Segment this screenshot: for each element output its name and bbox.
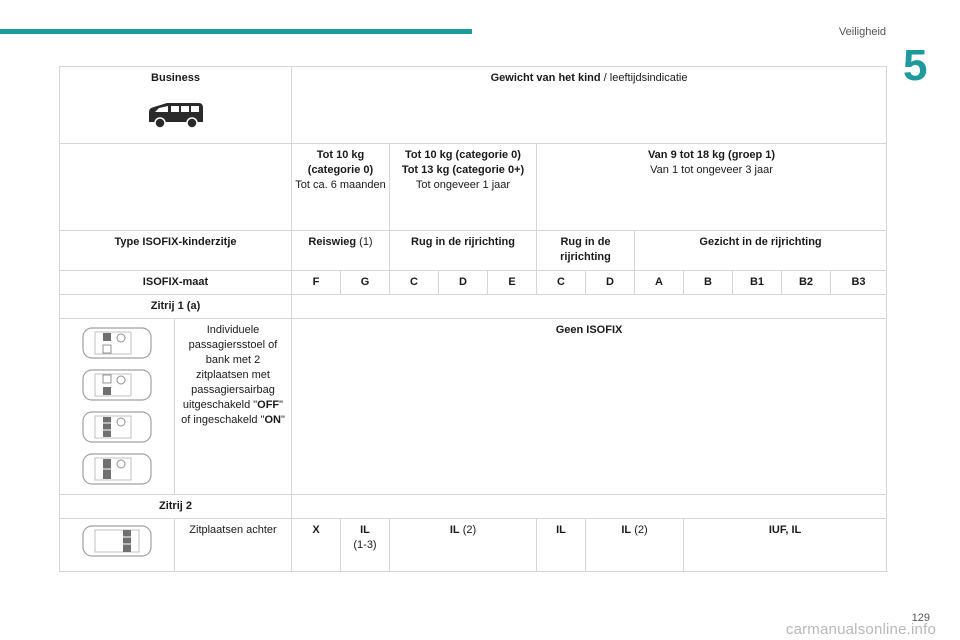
table-row xyxy=(60,144,887,231)
row-2-label: Zitrij 2 xyxy=(60,495,292,519)
group-0plus-cell xyxy=(390,144,537,231)
weight-title: Gewicht van het kind xyxy=(490,72,601,84)
table-row xyxy=(60,319,887,495)
cot-note: (1) xyxy=(356,236,373,248)
row-1-label: Zitrij 1 (a) xyxy=(60,295,292,319)
isofix-table xyxy=(59,66,887,572)
group-0-weight-b: Tot 10 kg (categorie 0) xyxy=(405,149,521,161)
size-cell: G xyxy=(341,271,390,295)
row-2-value xyxy=(341,519,390,572)
row-2-value xyxy=(390,519,537,572)
size-cell: C xyxy=(390,271,439,295)
group-1-weight: Van 9 tot 18 kg (groep 1) xyxy=(647,149,776,161)
car-topview-icon xyxy=(81,451,153,487)
off-label: OFF xyxy=(257,399,280,411)
car-topview-icon xyxy=(81,523,153,559)
row-1-desc-text: Individuele passagiersstoel of bank met 2 zitplaatsen met passagiersairbag uitgeschakeld " xyxy=(182,324,278,411)
table-row xyxy=(60,295,887,319)
row-2-description: Zitplaatsen achter xyxy=(175,519,292,572)
no-isofix-value: Geen ISOFIX xyxy=(292,319,887,495)
table-row xyxy=(60,495,887,519)
row-2-value-main: IL xyxy=(360,524,370,536)
group-1-cell xyxy=(537,144,887,231)
empty-cell xyxy=(292,495,887,519)
cot-label: Reiswieg xyxy=(308,236,357,248)
row-1-description xyxy=(175,319,292,495)
version-cell xyxy=(60,67,292,144)
size-cell: B xyxy=(684,271,733,295)
watermark: carmanualsonline.info xyxy=(785,621,936,638)
on-label: ON xyxy=(264,414,281,426)
header-accent-bar xyxy=(0,29,472,34)
forward-facing: Gezicht in de rijrichting xyxy=(635,231,887,271)
row-2-value-note: (2) xyxy=(459,524,477,536)
row-2-value-main: IL xyxy=(621,524,632,536)
row-1-diagrams xyxy=(60,319,175,495)
row-2-value-main: IL xyxy=(449,524,460,536)
size-cell: A xyxy=(635,271,684,295)
van-icon xyxy=(145,100,207,130)
size-cell: B1 xyxy=(733,271,782,295)
rear-facing-1: Rug in de rijrichting xyxy=(390,231,537,271)
size-cell: E xyxy=(488,271,537,295)
size-cell: D xyxy=(586,271,635,295)
empty-cell xyxy=(60,144,292,231)
row-1-desc-text: " xyxy=(281,414,285,426)
size-cell: B3 xyxy=(831,271,887,295)
group-0plus-age: Tot ongeveer 1 jaar xyxy=(415,179,511,191)
size-cell: D xyxy=(439,271,488,295)
row-2-value: X xyxy=(292,519,341,572)
table-row xyxy=(60,271,887,295)
row-2-value xyxy=(586,519,684,572)
rear-facing-2: Rug in de rijrichting xyxy=(537,231,635,271)
size-label: ISOFIX-maat xyxy=(60,271,292,295)
weight-subtitle: / leeftijdsindicatie xyxy=(600,72,688,84)
car-topview-icon xyxy=(81,409,153,445)
empty-cell xyxy=(292,295,887,319)
page-number: 129 xyxy=(911,612,930,624)
row-2-value-note: (2) xyxy=(631,524,648,536)
group-1-age: Van 1 tot ongeveer 3 jaar xyxy=(650,164,773,176)
table-row xyxy=(60,519,887,572)
size-cell: F xyxy=(292,271,341,295)
table-row xyxy=(60,67,887,144)
weight-header xyxy=(292,67,887,144)
chapter-number: 5 xyxy=(903,41,928,90)
size-cell: B2 xyxy=(782,271,831,295)
group-0plus-weight: Tot 13 kg (categorie 0+) xyxy=(401,164,525,176)
group-0-age: Tot ca. 6 maanden xyxy=(295,179,386,191)
version-label: Business xyxy=(151,72,200,84)
row-2-diagram xyxy=(60,519,175,572)
row-2-value-note: (1-3) xyxy=(353,539,377,551)
group-0-weight: Tot 10 kg (categorie 0) xyxy=(307,149,374,176)
section-title: Veiligheid xyxy=(838,26,886,38)
car-topview-icon xyxy=(81,367,153,403)
type-label: Type ISOFIX-kinderzitje xyxy=(60,231,292,271)
row-1-desc-text: " of ingeschakeld " xyxy=(181,399,284,426)
row-2-value: IUF, IL xyxy=(684,519,887,572)
table-row xyxy=(60,231,887,271)
row-2-value: IL xyxy=(537,519,586,572)
group-0-cell xyxy=(292,144,390,231)
cot-cell xyxy=(292,231,390,271)
car-topview-icon xyxy=(81,325,153,361)
size-cell: C xyxy=(537,271,586,295)
